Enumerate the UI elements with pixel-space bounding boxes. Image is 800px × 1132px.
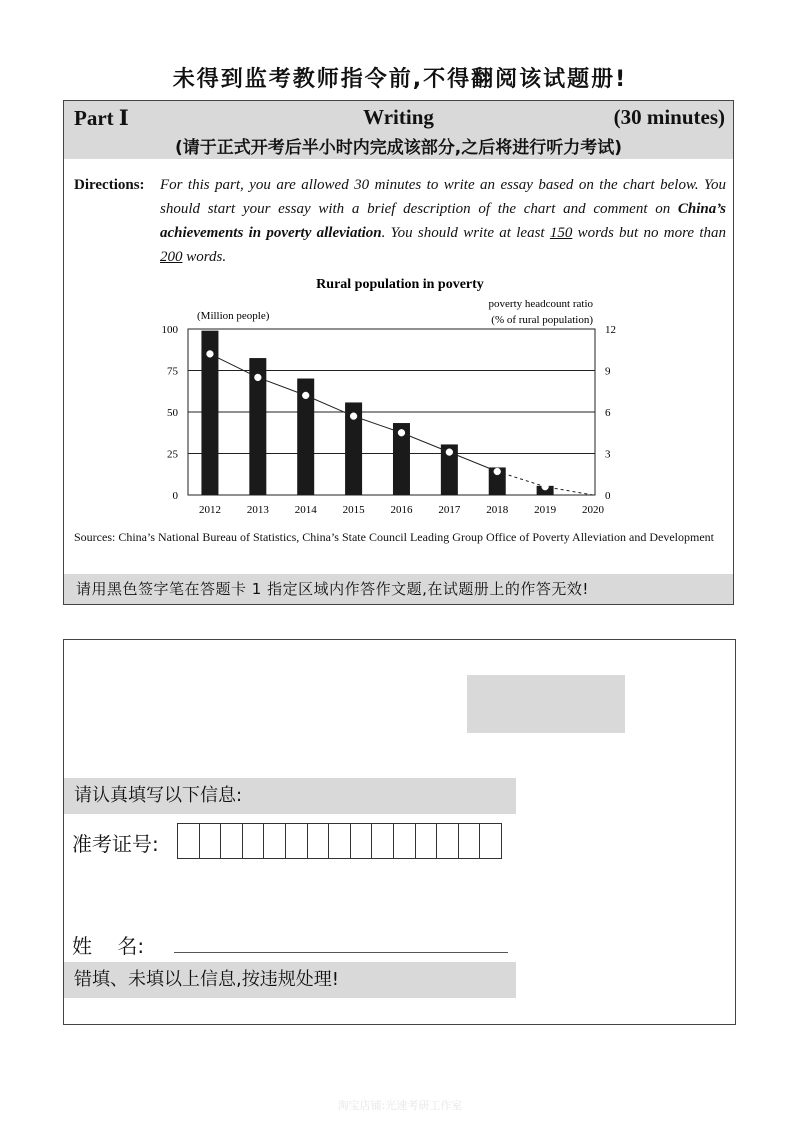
ratio-point (350, 413, 357, 420)
left-tick-label: 25 (167, 448, 178, 461)
info-header: 请认真填写以下信息: (64, 778, 516, 814)
exam-number-box[interactable] (393, 823, 416, 859)
exam-number-box[interactable] (371, 823, 394, 859)
right-tick-label: 0 (605, 490, 611, 502)
exam-number-box[interactable] (199, 823, 222, 859)
ratio-point (446, 449, 453, 456)
x-tick-label: 2019 (534, 504, 557, 516)
poverty-chart (64, 101, 732, 521)
chart-title: Rural population in poverty (316, 277, 484, 292)
right-tick-label: 12 (605, 324, 616, 336)
x-tick-label: 2013 (246, 504, 269, 516)
right-axis-label-1: poverty headcount ratio (488, 298, 593, 310)
left-tick-label: 100 (161, 324, 178, 336)
top-notice: 未得到监考教师指令前,不得翻阅该试题册! (172, 67, 628, 92)
x-tick-label: 2018 (486, 504, 509, 516)
x-tick-label: 2014 (294, 504, 317, 516)
x-tick-label: 2020 (582, 504, 604, 516)
exam-number-box[interactable] (242, 823, 265, 859)
directions-text-2: . You should write at least (381, 225, 550, 241)
left-axis-label: (Million people) (197, 310, 270, 322)
ratio-point (302, 392, 309, 399)
exam-number-box[interactable] (307, 823, 330, 859)
candidate-info-box (63, 639, 736, 1025)
part-subtitle: (请于正式开考后半小时内完成该部分,之后将进行听力考试) (175, 138, 622, 158)
essay-topic: China’s achievements in poverty alleviation (160, 201, 726, 241)
exam-number-boxes[interactable] (178, 823, 502, 859)
exam-number-box[interactable] (350, 823, 373, 859)
barcode-area (467, 675, 625, 733)
exam-number-box[interactable] (458, 823, 481, 859)
directions-text-3: words but no more than (572, 225, 726, 241)
name-field[interactable] (174, 952, 508, 953)
right-axis-label-2: (% of rural population) (491, 314, 593, 326)
x-tick-label: 2017 (438, 504, 461, 516)
exam-number-box[interactable] (328, 823, 351, 859)
directions-text-4: words. (182, 249, 227, 265)
min-words: 150 (549, 225, 573, 241)
part-label: Part Ⅰ (74, 106, 129, 130)
exam-number-box[interactable] (436, 823, 459, 859)
chart-sources: Sources: China’s National Bureau of Statistics, China’s State Council Leading Group Office of Poverty Alleviation and Development (74, 530, 714, 544)
exam-number-box[interactable] (479, 823, 502, 859)
name-label: 姓 名: (72, 934, 145, 958)
right-tick-label: 6 (605, 407, 611, 419)
exam-number-box[interactable] (177, 823, 200, 859)
right-tick-label: 3 (605, 448, 611, 461)
left-tick-label: 75 (167, 365, 178, 378)
ratio-point (398, 429, 405, 436)
part-time: (30 minutes) (613, 105, 725, 129)
left-tick-label: 50 (167, 407, 178, 419)
ratio-point (207, 351, 214, 358)
ratio-point (254, 374, 261, 381)
exam-number-box[interactable] (263, 823, 286, 859)
part-title: Writing (363, 105, 434, 129)
right-tick-label: 9 (605, 365, 611, 378)
directions-label: Directions: (74, 177, 145, 193)
exam-number-box[interactable] (285, 823, 308, 859)
x-tick-label: 2015 (342, 504, 365, 516)
max-words: 200 (160, 249, 183, 265)
x-tick-label: 2016 (390, 504, 413, 516)
left-tick-label: 0 (172, 490, 178, 502)
x-tick-label: 2012 (198, 504, 221, 516)
exam-number-label: 准考证号: (72, 832, 159, 856)
exam-number-box[interactable] (220, 823, 243, 859)
writing-part-box (63, 100, 734, 605)
info-warning: 错填、未填以上信息,按违规处理! (64, 962, 516, 998)
part-footer-instruction: 请用黑色签字笔在答题卡 1 指定区域内作答作文题,在试题册上的作答无效! (64, 574, 733, 604)
exam-number-box[interactable] (415, 823, 438, 859)
watermark: 淘宝店铺:光速考研工作室 (337, 1099, 463, 1112)
ratio-point (494, 468, 501, 475)
directions-text-1: For this part, you are allowed 30 minutes to write an essay based on the chart below. You should start your essay with a brief description of the chart and comment on (160, 177, 726, 217)
ratio-point (542, 483, 549, 490)
